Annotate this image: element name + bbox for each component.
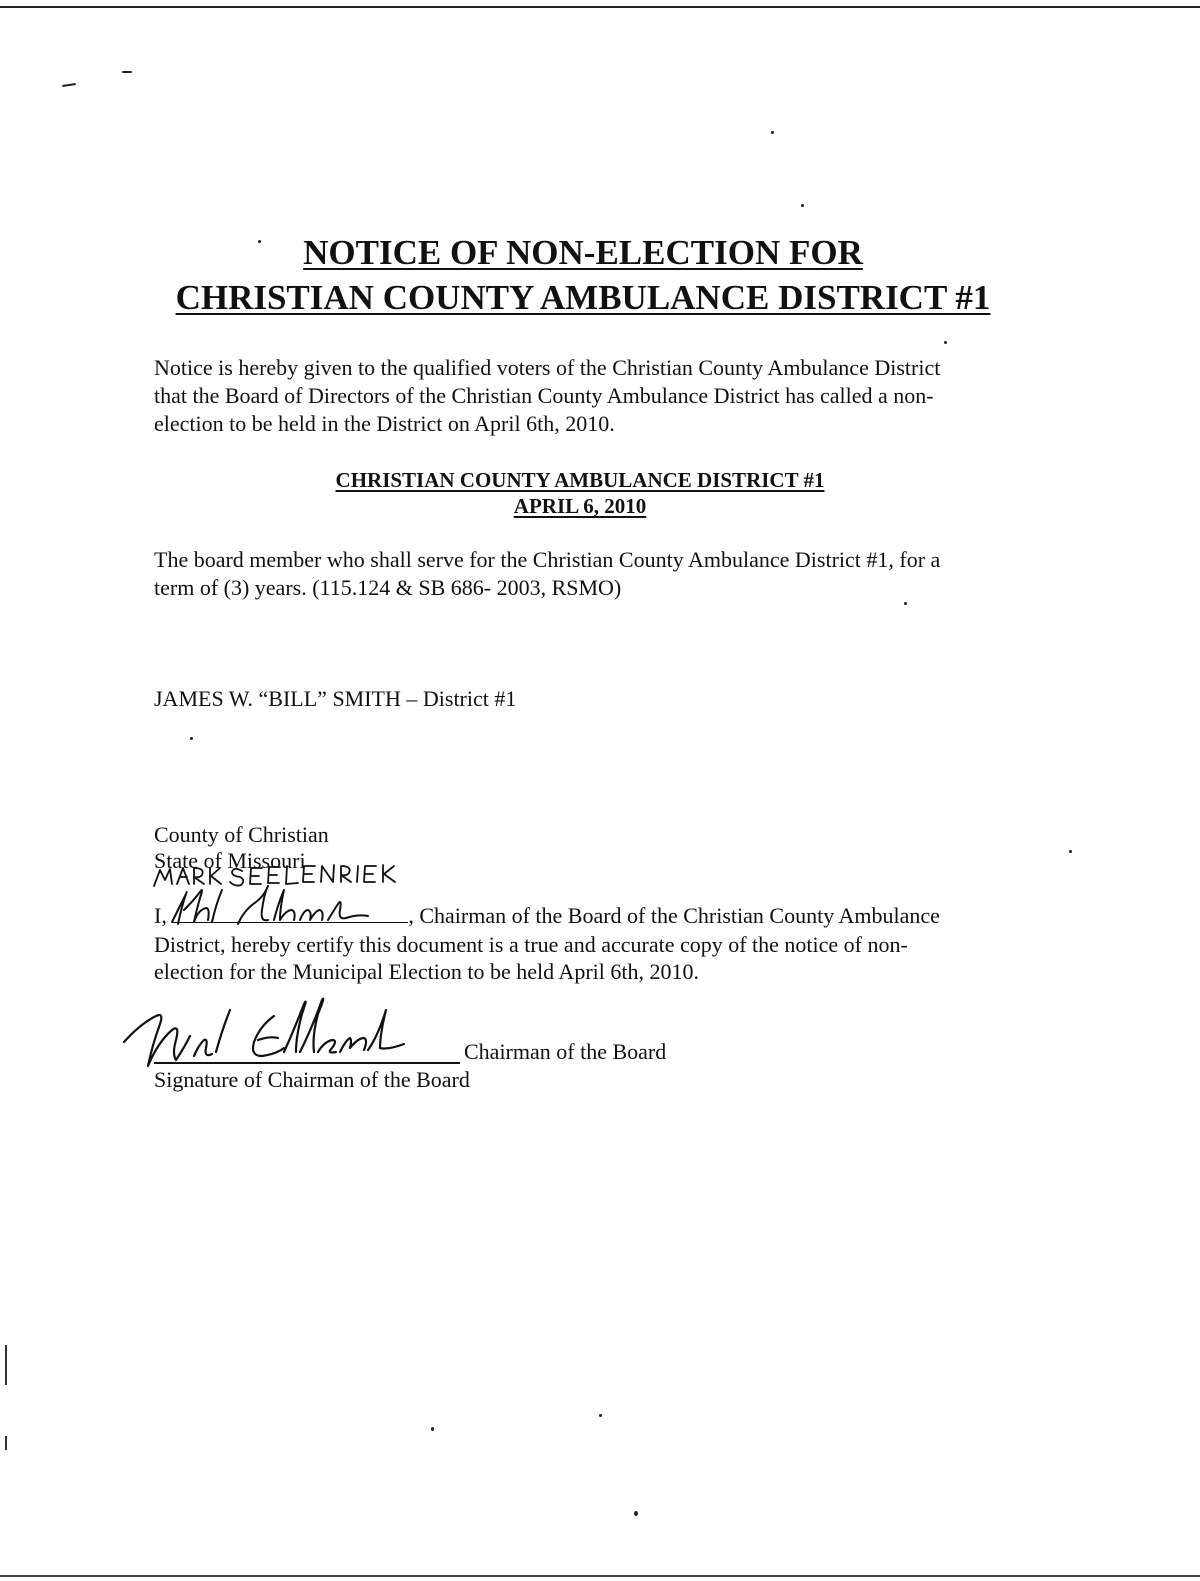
signature-title-label: Chairman of the Board bbox=[464, 1039, 667, 1064]
scan-edge-mark bbox=[5, 1345, 7, 1385]
scan-speck bbox=[634, 1511, 638, 1516]
scan-border-bottom bbox=[0, 1575, 1200, 1577]
document-title-line-1: NOTICE OF NON-ELECTION FOR bbox=[303, 233, 863, 272]
scan-speck bbox=[801, 204, 804, 207]
state-line: State of Missouri bbox=[154, 848, 306, 873]
term-line: term of (3) years. (115.124 & SB 686- 2003, RSMO) bbox=[154, 575, 622, 600]
candidate-name: JAMES W. “BILL” SMITH – District #1 bbox=[154, 686, 517, 711]
section-heading-date: APRIL 6, 2010 bbox=[513, 494, 647, 518]
signature-caption: Signature of Chairman of the Board bbox=[154, 1067, 470, 1092]
notice-paragraph bbox=[154, 354, 1024, 438]
scan-speck bbox=[431, 1427, 434, 1431]
scan-speck bbox=[944, 341, 947, 344]
notice-line: that the Board of Directors of the Christian County Ambulance District has called a non- bbox=[154, 383, 934, 408]
scan-speck bbox=[904, 602, 907, 605]
certification-line-3: election for the Municipal Election to be held April 6th, 2010. bbox=[154, 959, 699, 984]
scan-speck bbox=[599, 1414, 602, 1417]
scan-speck bbox=[62, 83, 76, 87]
chairman-initial-signature bbox=[168, 880, 408, 932]
document-title-line-2: CHRISTIAN COUNTY AMBULANCE DISTRICT #1 bbox=[175, 278, 991, 317]
notice-line: election to be held in the District on April 6th, 2010. bbox=[154, 411, 615, 436]
section-heading-district: CHRISTIAN COUNTY AMBULANCE DISTRICT #1 bbox=[335, 468, 825, 492]
scan-speck bbox=[771, 131, 774, 134]
scan-speck bbox=[1069, 850, 1072, 853]
county-line: County of Christian bbox=[154, 822, 329, 847]
certification-prefix: I, bbox=[154, 903, 167, 928]
certification-line-2: District, hereby certify this document is a true and accurate copy of the notice of non- bbox=[154, 932, 908, 957]
scan-border-top bbox=[0, 6, 1200, 8]
term-paragraph bbox=[154, 546, 1024, 602]
scan-edge-mark bbox=[5, 1436, 7, 1450]
scan-speck bbox=[122, 71, 132, 73]
notice-line: Notice is hereby given to the qualified voters of the Christian County Ambulance District bbox=[154, 355, 941, 380]
term-line: The board member who shall serve for the Christian County Ambulance District #1, for a bbox=[154, 547, 941, 572]
certification-line-1-suffix: , Chairman of the Board of the Christian County Ambulance bbox=[408, 903, 940, 928]
scan-speck bbox=[190, 737, 193, 740]
